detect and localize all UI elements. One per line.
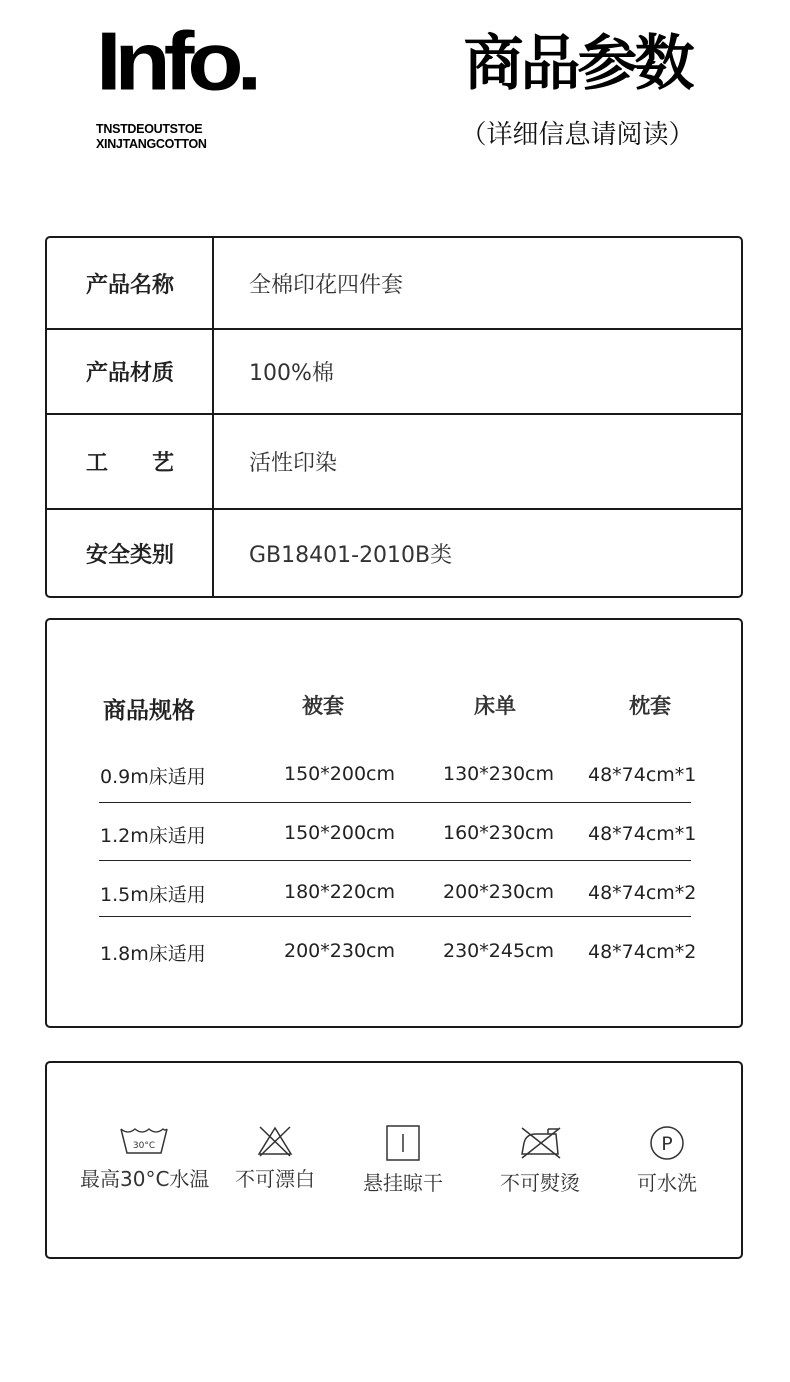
brand-subtitle-line-1: TNSTDEOUTSTOE	[96, 122, 203, 136]
spec-cell-sheet: 230*245cm	[443, 940, 554, 962]
care-instructions	[45, 1061, 743, 1259]
page-title: 商品参数	[463, 29, 692, 99]
care-label: 最高30°C水温	[80, 1167, 210, 1191]
info-value: 全棉印花四件套	[249, 272, 404, 298]
spec-header-pillowcase: 枕套	[629, 694, 671, 718]
info-value: GB18401-2010B类	[249, 542, 453, 568]
spec-cell-sheet: 130*230cm	[443, 763, 554, 785]
info-value: 100%棉	[249, 361, 334, 386]
spec-header-duvet: 被套	[302, 694, 344, 718]
no-bleach-icon	[256, 1125, 294, 1157]
care-label: 悬挂晾干	[363, 1171, 443, 1195]
care-label: 不可漂白	[235, 1167, 315, 1191]
info-row-craft	[47, 415, 741, 508]
spec-cell-duvet: 180*220cm	[284, 881, 395, 903]
spec-cell-size: 1.8m床适用	[100, 943, 206, 965]
care-label: 不可熨烫	[500, 1171, 580, 1195]
spec-cell-size: 0.9m床适用	[100, 766, 206, 788]
page-subtitle: （详细信息请阅读）	[460, 120, 695, 150]
spec-cell-pillowcase: 48*74cm*2	[588, 882, 697, 904]
wash-30-icon	[118, 1125, 170, 1157]
row-divider	[99, 802, 691, 803]
info-key: 产品名称	[85, 272, 174, 298]
info-row-material	[47, 330, 741, 413]
spec-header-size: 商品规格	[103, 698, 195, 724]
spec-header-sheet: 床单	[474, 694, 516, 718]
product-info-table	[45, 236, 743, 598]
care-item-no-iron	[491, 1125, 589, 1196]
care-item-no-bleach	[233, 1125, 317, 1192]
care-item-washable	[631, 1125, 703, 1196]
size-spec-table	[45, 618, 743, 1028]
spec-cell-pillowcase: 48*74cm*2	[588, 941, 697, 963]
spec-cell-sheet: 160*230cm	[443, 822, 554, 844]
dry-clean-letter: P	[661, 1133, 673, 1155]
row-divider	[99, 916, 691, 917]
brand-logo: Info.	[96, 15, 256, 108]
spec-cell-duvet: 200*230cm	[284, 940, 395, 962]
info-row-name	[47, 238, 741, 328]
spec-cell-pillowcase: 48*74cm*1	[588, 764, 697, 786]
row-divider	[99, 860, 691, 861]
brand-subtitle-line-2: XINJTANGCOTTON	[96, 137, 207, 151]
info-key: 安全类别	[85, 542, 174, 568]
info-row-safety	[47, 510, 741, 596]
no-iron-icon	[518, 1125, 562, 1161]
spec-cell-pillowcase: 48*74cm*1	[588, 823, 697, 845]
info-value: 活性印染	[249, 451, 338, 476]
dry-clean-p-icon	[649, 1125, 685, 1161]
spec-cell-size: 1.2m床适用	[100, 825, 206, 847]
header	[0, 0, 790, 200]
spec-cell-duvet: 150*200cm	[284, 763, 395, 785]
care-item-hang-dry	[357, 1125, 449, 1196]
spec-cell-sheet: 200*230cm	[443, 881, 554, 903]
spec-cell-duvet: 150*200cm	[284, 822, 395, 844]
hang-dry-icon	[385, 1125, 421, 1161]
info-key: 工 艺	[85, 451, 174, 476]
spec-cell-size: 1.5m床适用	[100, 884, 206, 906]
care-label: 可水洗	[637, 1171, 697, 1195]
info-key: 产品材质	[85, 361, 174, 386]
wash-temp-text: 30°C	[132, 1141, 156, 1151]
care-item-wash	[80, 1125, 208, 1192]
